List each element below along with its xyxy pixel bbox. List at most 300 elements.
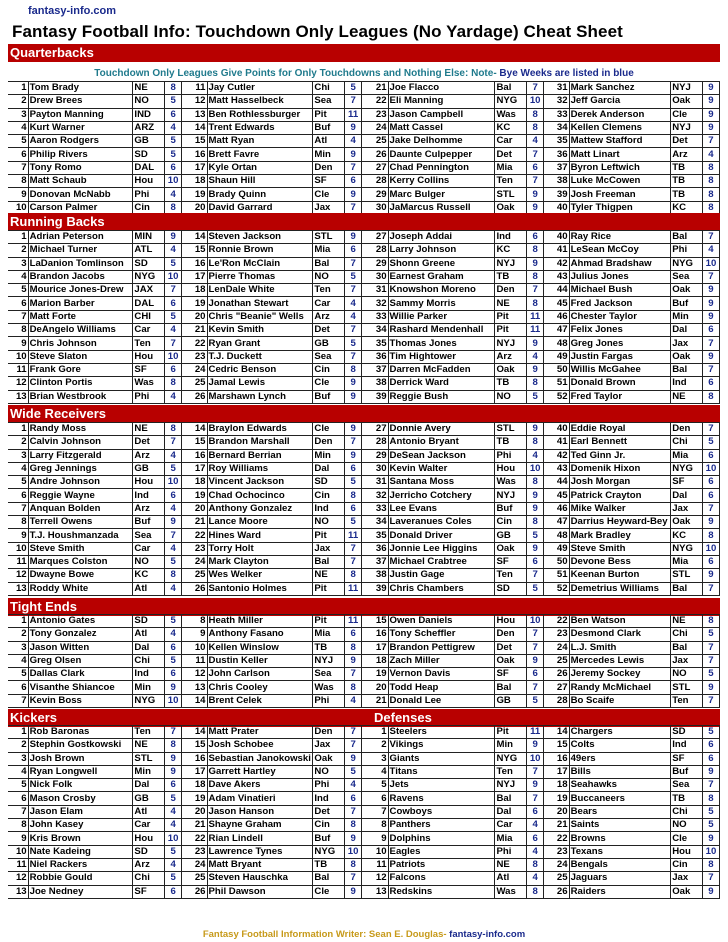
bye-week: 4 <box>702 148 719 161</box>
team-cell: Det <box>133 436 165 449</box>
player-name: Lawrence Tynes <box>207 845 313 858</box>
rank-cell: 36 <box>362 350 388 363</box>
bye-week: 7 <box>527 681 544 694</box>
team-cell: SD <box>313 476 345 489</box>
team-cell: Min <box>313 449 345 462</box>
bye-week: 9 <box>702 284 719 297</box>
bye-week: 9 <box>345 390 362 403</box>
bye-week: 7 <box>702 270 719 283</box>
team-cell: STL <box>313 231 345 244</box>
player-name: Steven Hauschka <box>207 872 313 885</box>
bye-week: 8 <box>165 569 182 582</box>
rank-cell: 1 <box>362 726 388 739</box>
bye-week: 8 <box>165 423 182 436</box>
team-cell: Ten <box>495 569 527 582</box>
bye-week: 8 <box>702 175 719 188</box>
bye-week: 5 <box>165 462 182 475</box>
rank-cell: 40 <box>544 423 569 436</box>
rank-cell: 1 <box>8 615 28 628</box>
rank-cell: 16 <box>544 752 569 765</box>
team-cell: Chi <box>671 805 703 818</box>
bye-week: 8 <box>345 489 362 502</box>
player-name: Darren McFadden <box>388 363 495 376</box>
rank-cell: 22 <box>182 529 207 542</box>
rank-cell: 20 <box>182 805 207 818</box>
table-row <box>8 726 720 739</box>
team-cell: TB <box>313 858 345 871</box>
team-cell: NYG <box>671 257 703 270</box>
bye-week: 7 <box>527 765 544 778</box>
rank-cell: 13 <box>8 390 28 403</box>
table-row <box>8 681 720 694</box>
team-cell: Arz <box>313 310 345 323</box>
team-cell: Cle <box>671 108 703 121</box>
rank-cell: 43 <box>544 462 569 475</box>
team-cell: Ind <box>671 739 703 752</box>
player-name: Michael Crabtree <box>388 555 495 568</box>
rank-cell: 28 <box>362 436 388 449</box>
team-cell: JAX <box>133 284 165 297</box>
team-cell: SF <box>313 175 345 188</box>
rank-cell: 23 <box>544 628 569 641</box>
team-cell: Mia <box>313 628 345 641</box>
bye-week: 8 <box>345 569 362 582</box>
bye-week: 6 <box>165 161 182 174</box>
team-cell: Mia <box>495 832 527 845</box>
team-cell: Jax <box>671 502 703 515</box>
bye-week: 11 <box>345 108 362 121</box>
team-cell: Chi <box>671 628 703 641</box>
bye-week: 5 <box>165 615 182 628</box>
team-cell: Jax <box>671 654 703 667</box>
player-name: Willie Parker <box>388 310 495 323</box>
bye-week: 7 <box>702 231 719 244</box>
bye-week: 4 <box>527 449 544 462</box>
bye-week: 7 <box>165 529 182 542</box>
rank-cell: 39 <box>544 188 569 201</box>
rank-cell: 25 <box>182 377 207 390</box>
bye-week: 6 <box>345 244 362 257</box>
player-name: Kevin Smith <box>207 324 313 337</box>
player-name: Bears <box>569 805 671 818</box>
rank-cell: 28 <box>362 244 388 257</box>
team-cell: Car <box>495 819 527 832</box>
rank-cell: 45 <box>544 297 569 310</box>
player-name: Marshawn Lynch <box>207 390 313 403</box>
player-name: Reggie Bush <box>388 390 495 403</box>
team-cell: TB <box>313 641 345 654</box>
table-row <box>8 654 720 667</box>
bye-week: 9 <box>165 516 182 529</box>
table-row <box>8 337 720 350</box>
bye-week: 7 <box>165 337 182 350</box>
team-cell: Arz <box>495 350 527 363</box>
rank-cell: 26 <box>362 148 388 161</box>
player-name: Julius Jones <box>569 270 671 283</box>
rank-cell: 23 <box>182 350 207 363</box>
player-name: Chargers <box>569 726 671 739</box>
bye-week: 5 <box>165 135 182 148</box>
team-cell: NE <box>133 82 165 95</box>
rank-cell: 11 <box>182 654 207 667</box>
team-cell: STL <box>133 752 165 765</box>
bye-week: 5 <box>527 582 544 595</box>
bye-week: 10 <box>702 542 719 555</box>
table-row <box>8 819 720 832</box>
rank-cell: 22 <box>544 832 569 845</box>
team-cell: Pit <box>495 310 527 323</box>
bye-week: 5 <box>702 805 719 818</box>
bye-week: 5 <box>702 436 719 449</box>
team-cell: Sea <box>313 350 345 363</box>
site-url[interactable]: fantasy-info.com <box>28 5 117 17</box>
player-name: Tim Hightower <box>388 350 495 363</box>
rank-cell: 18 <box>544 779 569 792</box>
bye-week: 7 <box>527 569 544 582</box>
team-cell: Dal <box>671 324 703 337</box>
player-name: Payton Manning <box>28 108 133 121</box>
team-cell: NO <box>313 765 345 778</box>
rank-cell: 6 <box>8 297 28 310</box>
bye-week: 7 <box>345 542 362 555</box>
rank-cell: 31 <box>362 476 388 489</box>
rank-cell: 7 <box>8 161 28 174</box>
player-name: Jason Witten <box>28 641 133 654</box>
team-cell: Cle <box>313 188 345 201</box>
team-cell: NYJ <box>495 337 527 350</box>
table-row <box>8 324 720 337</box>
team-cell: NYG <box>495 752 527 765</box>
team-cell: NYG <box>495 95 527 108</box>
rank-cell: 52 <box>544 582 569 595</box>
rank-cell: 11 <box>8 363 28 376</box>
section-header <box>8 405 720 423</box>
rank-cell: 50 <box>544 363 569 376</box>
rank-cell: 35 <box>544 135 569 148</box>
rank-cell: 11 <box>362 858 388 871</box>
team-cell: Jax <box>671 872 703 885</box>
bye-week: 7 <box>345 324 362 337</box>
player-name: Knowshon Moreno <box>388 284 495 297</box>
team-cell: Det <box>495 641 527 654</box>
player-name: Santana Moss <box>388 476 495 489</box>
bye-week: 9 <box>702 95 719 108</box>
bye-week: 7 <box>165 436 182 449</box>
rank-cell: 7 <box>362 805 388 818</box>
team-cell: Den <box>313 726 345 739</box>
rank-cell: 26 <box>182 582 207 595</box>
player-name: Josh Brown <box>28 752 133 765</box>
player-name: Garrett Hartley <box>207 765 313 778</box>
player-name: Jeremy Sockey <box>569 668 671 681</box>
table-row <box>8 231 720 244</box>
team-cell: Sea <box>133 529 165 542</box>
team-cell: SF <box>671 752 703 765</box>
note-bye-text: Bye Weeks are listed in blue <box>496 68 634 79</box>
player-name: Frank Gore <box>28 363 133 376</box>
player-name: Tyler Thigpen <box>569 201 671 214</box>
rank-cell: 15 <box>544 739 569 752</box>
player-name: Domenik Hixon <box>569 462 671 475</box>
table-row <box>8 284 720 297</box>
table-row <box>8 148 720 161</box>
rank-cell: 2 <box>8 628 28 641</box>
table-row <box>8 350 720 363</box>
rank-cell: 24 <box>182 363 207 376</box>
rank-cell: 2 <box>8 739 28 752</box>
player-name: Adrian Peterson <box>28 231 133 244</box>
rank-cell: 41 <box>544 244 569 257</box>
bye-week: 6 <box>165 489 182 502</box>
bye-week: 10 <box>165 832 182 845</box>
team-cell: Den <box>313 161 345 174</box>
rank-cell: 3 <box>8 752 28 765</box>
rank-cell: 17 <box>182 270 207 283</box>
player-name: Jets <box>388 779 495 792</box>
bye-week: 4 <box>165 324 182 337</box>
player-table <box>8 422 720 596</box>
rank-cell: 3 <box>362 752 388 765</box>
team-cell: Arz <box>133 858 165 871</box>
player-name: Derrick Ward <box>388 377 495 390</box>
bye-week: 9 <box>527 489 544 502</box>
player-name: DeAngelo Williams <box>28 324 133 337</box>
rank-cell: 16 <box>182 148 207 161</box>
rank-cell: 21 <box>362 694 388 707</box>
team-cell: TB <box>671 792 703 805</box>
team-cell: Buf <box>495 502 527 515</box>
player-name: Derek Anderson <box>569 108 671 121</box>
team-cell: Cle <box>313 377 345 390</box>
bye-week: 9 <box>345 188 362 201</box>
bye-week: 9 <box>345 377 362 390</box>
player-name: Daunte Culpepper <box>388 148 495 161</box>
bye-week: 6 <box>345 628 362 641</box>
bye-week: 7 <box>345 739 362 752</box>
bye-week: 10 <box>165 270 182 283</box>
bye-week: 5 <box>165 148 182 161</box>
table-row <box>8 569 720 582</box>
section-title: Tight Ends <box>10 599 77 614</box>
player-name: Titans <box>388 765 495 778</box>
bye-week: 10 <box>702 462 719 475</box>
player-name: Brandon Jacobs <box>28 270 133 283</box>
bye-week: 6 <box>702 476 719 489</box>
player-name: Clinton Portis <box>28 377 133 390</box>
player-name: Roy Williams <box>207 462 313 475</box>
player-name: Lee Evans <box>388 502 495 515</box>
player-name: Niel Rackers <box>28 858 133 871</box>
bye-week: 4 <box>165 628 182 641</box>
player-name: Chad Ochocinco <box>207 489 313 502</box>
rank-cell: 10 <box>8 542 28 555</box>
rank-cell: 8 <box>8 516 28 529</box>
bye-week: 6 <box>702 555 719 568</box>
rank-cell: 12 <box>362 872 388 885</box>
player-name: Le'Ron McClain <box>207 257 313 270</box>
team-cell: Oak <box>671 95 703 108</box>
team-cell: TB <box>495 377 527 390</box>
section-header <box>8 44 720 62</box>
team-cell: Sea <box>313 668 345 681</box>
bye-week: 11 <box>345 615 362 628</box>
rank-cell: 38 <box>362 569 388 582</box>
team-cell: NO <box>313 516 345 529</box>
player-name: Brett Favre <box>207 148 313 161</box>
player-name: Adam Vinatieri <box>207 792 313 805</box>
table-row <box>8 845 720 858</box>
player-name: Justin Gage <box>388 569 495 582</box>
rank-cell: 33 <box>544 108 569 121</box>
bye-week: 4 <box>345 297 362 310</box>
team-cell: Phi <box>313 779 345 792</box>
team-cell: Mia <box>671 449 703 462</box>
bye-week: 8 <box>702 161 719 174</box>
table-row <box>8 310 720 323</box>
team-cell: Oak <box>671 516 703 529</box>
table-row <box>8 108 720 121</box>
player-name: Donald Lee <box>388 694 495 707</box>
team-cell: Den <box>313 436 345 449</box>
player-name: Greg Jennings <box>28 462 133 475</box>
team-cell: Hou <box>133 175 165 188</box>
player-name: Antonio Bryant <box>388 436 495 449</box>
player-name: Earnest Graham <box>388 270 495 283</box>
rank-cell: 28 <box>544 694 569 707</box>
rank-cell: 26 <box>544 668 569 681</box>
player-name: Donald Driver <box>388 529 495 542</box>
rank-cell: 27 <box>362 161 388 174</box>
player-name: Greg Olsen <box>28 654 133 667</box>
team-cell: NE <box>671 390 703 403</box>
player-name: Bo Scaife <box>569 694 671 707</box>
player-name: Saints <box>569 819 671 832</box>
rank-cell: 52 <box>544 390 569 403</box>
bye-week: 7 <box>345 436 362 449</box>
team-cell: Chi <box>133 654 165 667</box>
table-row <box>8 363 720 376</box>
team-cell: KC <box>495 121 527 134</box>
rank-cell: 49 <box>544 350 569 363</box>
team-cell: Car <box>133 324 165 337</box>
team-cell: Pit <box>495 324 527 337</box>
player-name: Vincent Jackson <box>207 476 313 489</box>
player-name: Todd Heap <box>388 681 495 694</box>
bye-week: 6 <box>527 668 544 681</box>
team-cell: Min <box>133 765 165 778</box>
table-row <box>8 529 720 542</box>
player-name: Owen Daniels <box>388 615 495 628</box>
player-name: Robbie Gould <box>28 872 133 885</box>
team-cell: Jax <box>313 739 345 752</box>
team-cell: Mia <box>313 244 345 257</box>
bye-week: 9 <box>702 121 719 134</box>
team-cell: Arz <box>133 449 165 462</box>
table-row <box>8 121 720 134</box>
player-table <box>8 614 720 708</box>
team-cell: Jax <box>313 542 345 555</box>
table-row <box>8 244 720 257</box>
bye-week: 9 <box>527 502 544 515</box>
note-line <box>8 68 720 81</box>
bye-week: 7 <box>165 284 182 297</box>
page-title: Fantasy Football Info: Touchdown Only Leagues (No Yardage) Cheat Sheet <box>12 22 623 41</box>
footer-url[interactable]: fantasy-info.com <box>446 929 526 940</box>
team-cell: NE <box>133 739 165 752</box>
player-name: Marques Colston <box>28 555 133 568</box>
team-cell: Phi <box>495 449 527 462</box>
player-name: Matt Schaub <box>28 175 133 188</box>
team-cell: Hou <box>133 476 165 489</box>
player-name: Larry Fitzgerald <box>28 449 133 462</box>
team-cell: Ind <box>313 502 345 515</box>
table-row <box>8 462 720 475</box>
bye-week: 7 <box>702 502 719 515</box>
bye-week: 4 <box>527 350 544 363</box>
team-cell: Cle <box>671 832 703 845</box>
rank-cell: 8 <box>362 819 388 832</box>
team-cell: NYG <box>671 542 703 555</box>
rank-cell: 29 <box>362 257 388 270</box>
player-name: Hines Ward <box>207 529 313 542</box>
rank-cell: 25 <box>362 135 388 148</box>
table-row <box>8 436 720 449</box>
player-name: Jerricho Cotchery <box>388 489 495 502</box>
bye-week: 8 <box>702 390 719 403</box>
team-cell: Cin <box>671 858 703 871</box>
bye-week: 10 <box>165 350 182 363</box>
player-name: Kyle Ortan <box>207 161 313 174</box>
bye-week: 7 <box>702 779 719 792</box>
rank-cell: 14 <box>182 121 207 134</box>
team-cell: Jax <box>671 337 703 350</box>
player-name: Jake Delhomme <box>388 135 495 148</box>
player-name: Thomas Jones <box>388 337 495 350</box>
rank-cell: 36 <box>362 542 388 555</box>
bye-week: 9 <box>527 188 544 201</box>
bye-week: 6 <box>702 377 719 390</box>
rank-cell: 1 <box>8 423 28 436</box>
rank-cell: 21 <box>182 819 207 832</box>
player-name: Jeff Garcia <box>569 95 671 108</box>
bye-week: 9 <box>702 516 719 529</box>
rank-cell: 12 <box>8 569 28 582</box>
team-cell: TB <box>671 175 703 188</box>
bye-week: 8 <box>527 297 544 310</box>
player-name: Rashard Mendenhall <box>388 324 495 337</box>
team-cell: TB <box>671 161 703 174</box>
team-cell: Ind <box>495 231 527 244</box>
rank-cell: 40 <box>544 231 569 244</box>
rank-cell: 6 <box>8 681 28 694</box>
rank-cell: 9 <box>8 337 28 350</box>
rank-cell: 40 <box>544 201 569 214</box>
rank-cell: 37 <box>544 161 569 174</box>
player-name: Chris Johnson <box>28 337 133 350</box>
rank-cell: 15 <box>182 739 207 752</box>
rank-cell: 26 <box>182 885 207 898</box>
team-cell: Pit <box>313 615 345 628</box>
bye-week: 8 <box>702 529 719 542</box>
team-cell: Was <box>495 476 527 489</box>
team-cell: Atl <box>313 135 345 148</box>
bye-week: 7 <box>345 668 362 681</box>
player-name: Philip Rivers <box>28 148 133 161</box>
team-cell: Bal <box>495 82 527 95</box>
bye-week: 9 <box>702 310 719 323</box>
player-name: John Carlson <box>207 668 313 681</box>
player-name: Ryan Longwell <box>28 765 133 778</box>
